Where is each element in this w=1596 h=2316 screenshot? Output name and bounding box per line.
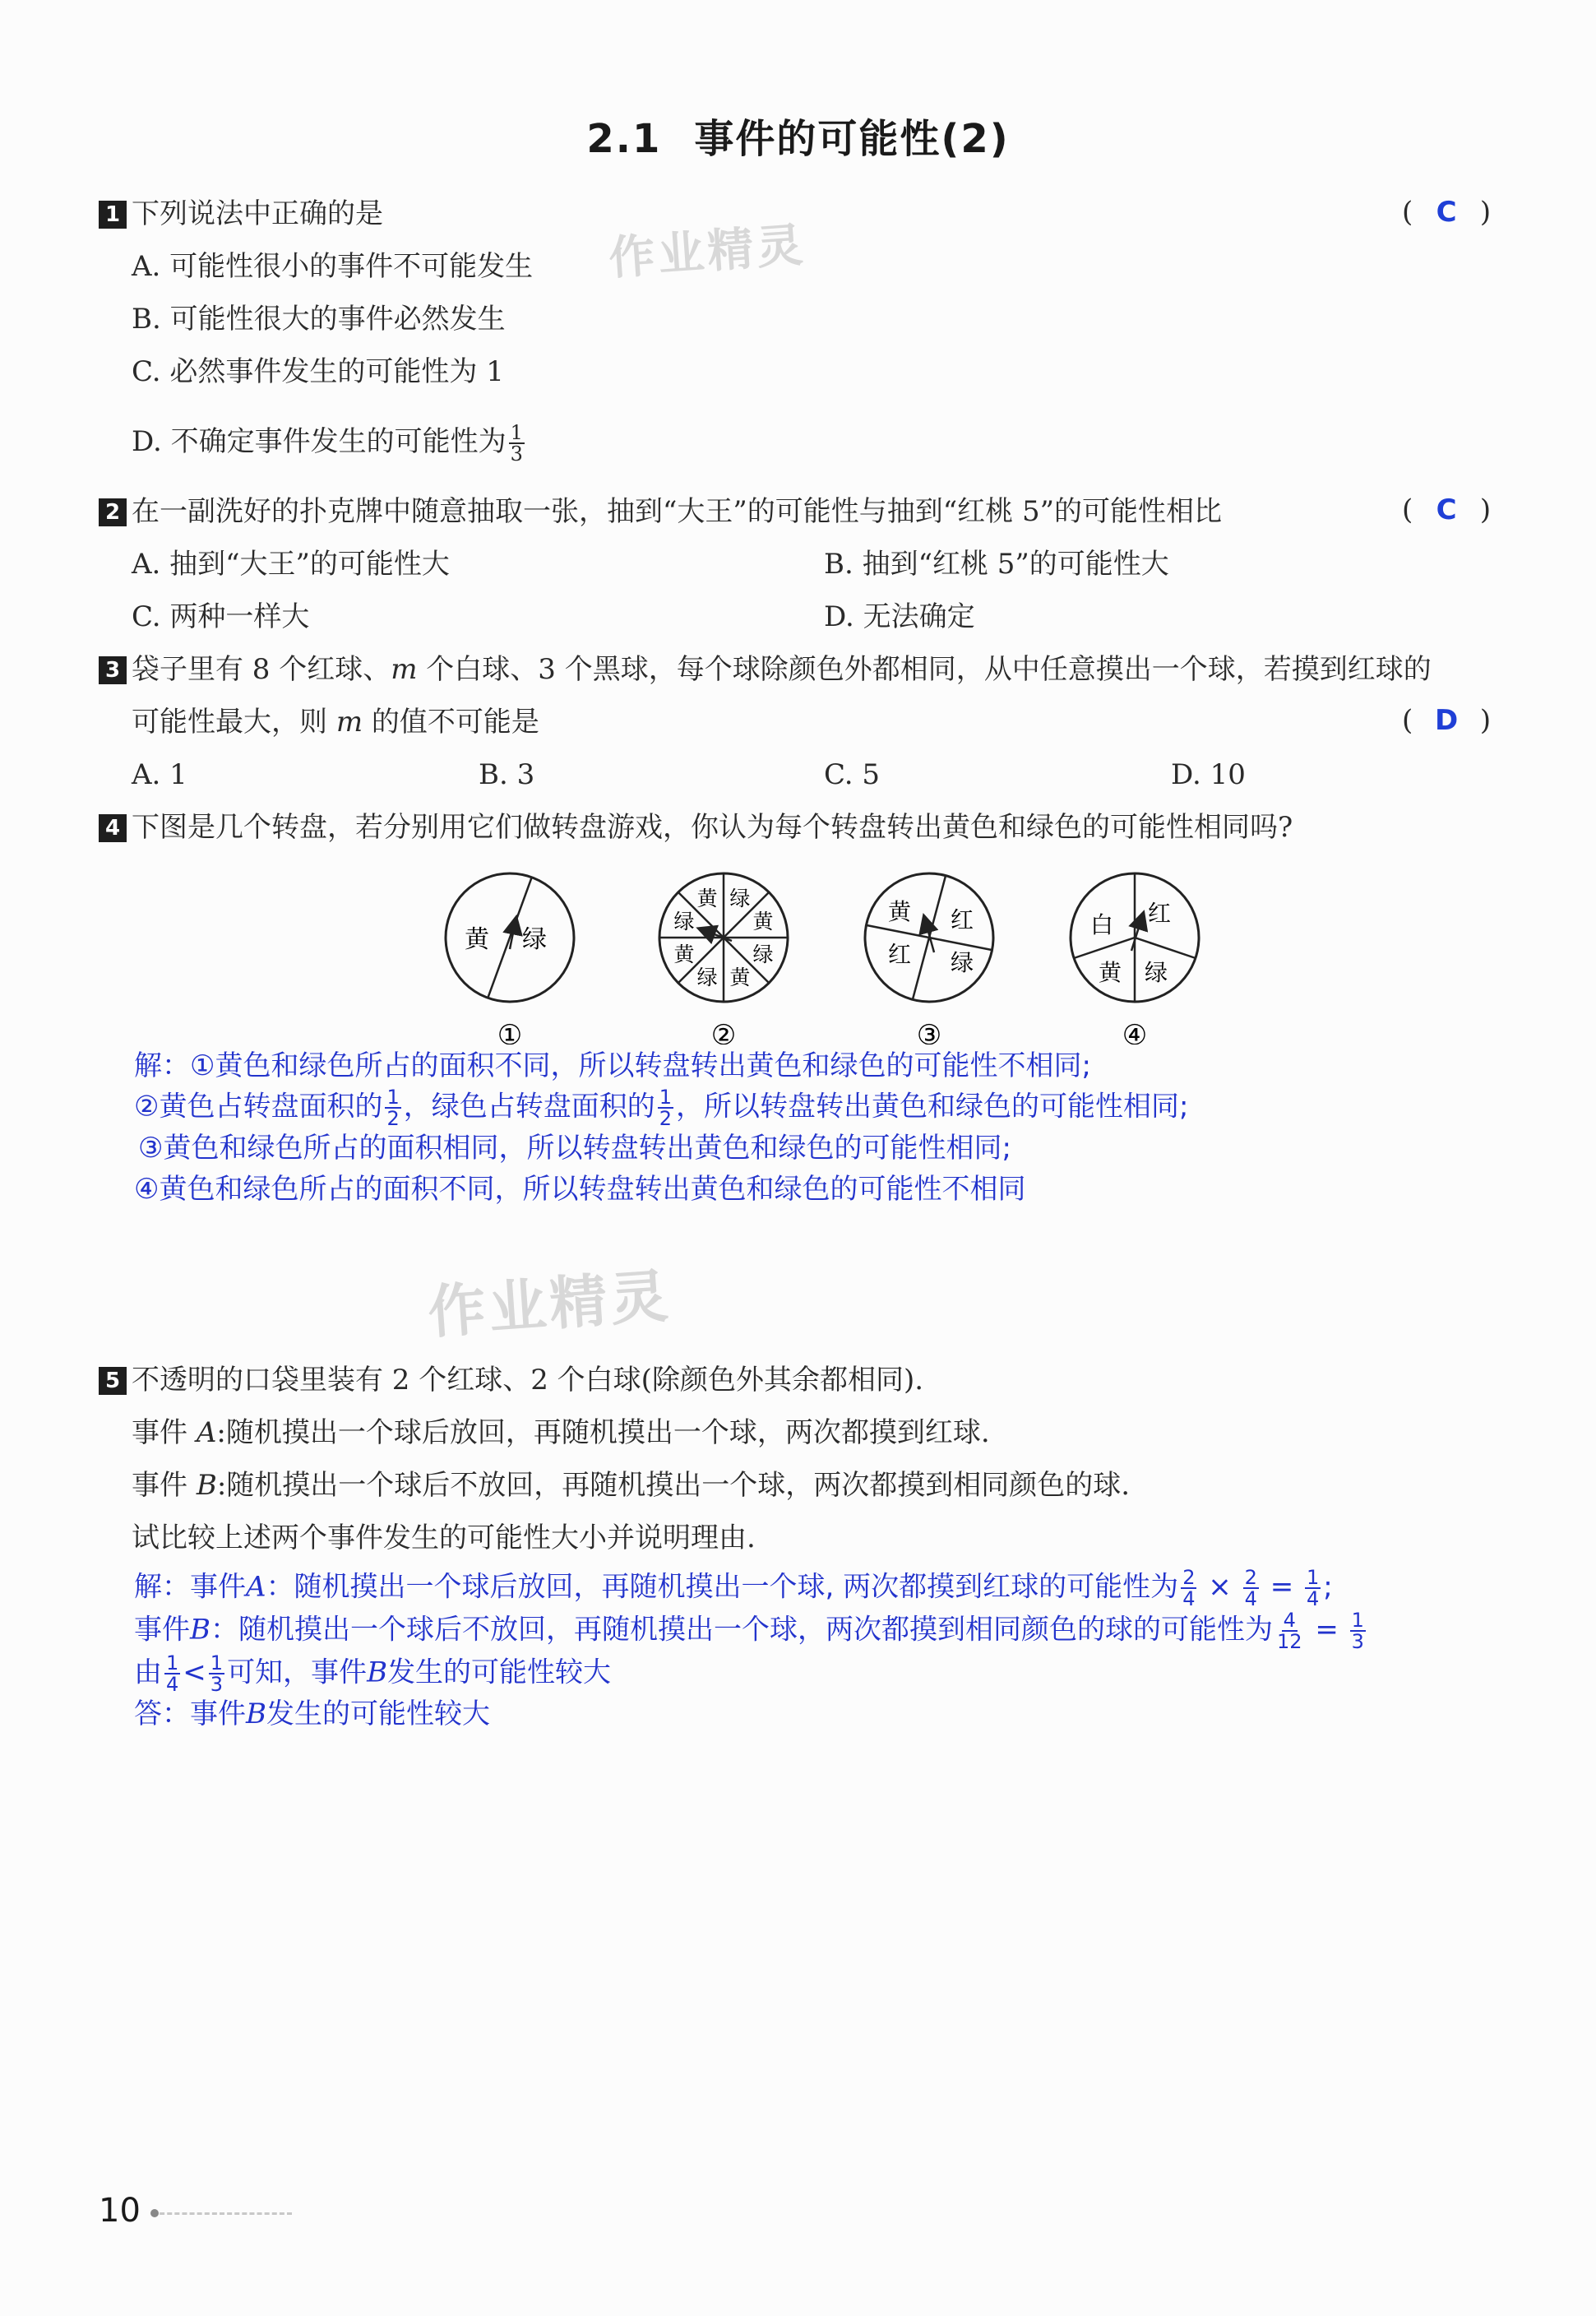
q1-number-badge: 1 <box>99 201 127 229</box>
q5-solution-line3: 由 $\frac{1}{4}$ < $\frac{1}{3}$ 可知，事件B发生的可能性较大 <box>134 1651 612 1696</box>
spinner-4-sector-label: 红 <box>1147 900 1172 927</box>
page-title: 2.1 事件的可能性(2) <box>586 116 1010 162</box>
q1-stem: 1 下列说法中正确的是 <box>99 196 383 232</box>
spinner-3-sector-label: 红 <box>887 941 912 968</box>
spinner-1-sector-label: 黄 <box>465 925 489 954</box>
spinner-2-sector-label: 绿 <box>696 966 718 989</box>
q4-solution-line2: ②黄色占转盘面积的 $\frac{1}{2}$ ，绿色占转盘面积的 $\frac{1}{2}$ ，所以转盘转出黄色和绿色的可能性相同; <box>134 1086 1189 1130</box>
spinner-3-sector-label: 黄 <box>887 898 912 925</box>
spinner-2-sector-label: 黄 <box>752 910 774 934</box>
spinner-4-sector-label: 白 <box>1089 911 1114 938</box>
fraction: $\frac{1}{3}$ <box>510 421 523 466</box>
q3-stem-line1: 3 袋子里有 8 个红球、m 个白球、3 个黑球，每个球除颜色外都相同，从中任意摸出一个球，若摸到红球的 <box>99 651 1432 688</box>
q5-solution-line2: 事件B：随机摸出一个球后不放回，再随机摸出一个球，两次都摸到相同颜色的球的可能性为 $\frac{4}{12}$ = $\frac{1}{3}$ <box>134 1609 1364 1653</box>
q3-answer: D <box>1434 704 1459 737</box>
q1-answer-paren: ( C ) <box>1402 196 1492 229</box>
spinner-3-sector-label: 红 <box>950 906 974 933</box>
page-number: 10 <box>99 2192 141 2230</box>
q2-answer-paren: ( C ) <box>1402 493 1492 526</box>
q2-answer: C <box>1436 493 1457 526</box>
q4-stem: 4 下图是几个转盘，若分别用它们做转盘游戏，你认为每个转盘转出黄色和绿色的可能性相同吗? <box>99 809 1293 845</box>
q2-number-badge: 2 <box>99 498 127 526</box>
q5-event-b: 事件 B:随机摸出一个球后不放回，再随机摸出一个球，两次都摸到相同颜色的球. <box>132 1469 1131 1502</box>
spinner-3-sector-label: 绿 <box>950 949 974 976</box>
spinner-1-label: ① <box>497 1019 523 1045</box>
q4-number-badge: 4 <box>99 814 127 842</box>
spinner-1 <box>446 873 574 1045</box>
q5-question: 试比较上述两个事件发生的可能性大小并说明理由. <box>132 1522 756 1554</box>
spinner-2 <box>659 873 788 1045</box>
q3-option-a: A. 1 <box>132 758 187 791</box>
q5-event-a: 事件 A:随机摸出一个球后放回，再随机摸出一个球，两次都摸到红球. <box>132 1416 990 1449</box>
spinner-4-sector-label: 绿 <box>1144 959 1168 986</box>
spinner-2-sector-label: 绿 <box>729 887 751 910</box>
spinner-4 <box>1071 873 1199 1045</box>
q4-solution-line3: ③黄色和绿色所占的面积相同，所以转盘转出黄色和绿色的可能性相同; <box>138 1132 1011 1165</box>
spinner-2-sector-label: 绿 <box>673 910 695 934</box>
spinner-2-label: ② <box>710 1019 737 1045</box>
spinner-4-sector-label: 黄 <box>1098 959 1122 986</box>
q5-stem: 5 不透明的口袋里装有 2 个红球、2 个白球(除颜色外其余都相同). <box>99 1362 923 1398</box>
q2-stem: 2 在一副洗好的扑克牌中随意抽取一张，抽到“大王”的可能性与抽到“红桃 5”的可能性相比 <box>99 493 1222 530</box>
spinner-2-sector-label: 黄 <box>729 966 751 989</box>
q1-option-a: A. 可能性很小的事件不可能发生 <box>132 250 534 283</box>
spinner-2-sector-label: 黄 <box>696 887 718 910</box>
q2-option-b: B. 抽到“红桃 5”的可能性大 <box>824 548 1169 581</box>
spinner-3-label: ③ <box>916 1019 942 1045</box>
spinners-figure <box>428 855 1217 1045</box>
spinner-1-sector-label: 绿 <box>522 925 547 954</box>
q4-solution-line4: ④黄色和绿色所占的面积不同，所以转盘转出黄色和绿色的可能性不相同 <box>134 1173 1026 1206</box>
q2-option-a: A. 抽到“大王”的可能性大 <box>132 548 450 581</box>
q5-solution-line1: 解：事件A：随机摸出一个球后放回，再随机摸出一个球, 两次都摸到红球的可能性为 $\frac{2}{4}$ × $\frac{2}{4}$ = $\frac{1}{4}$ ; <box>134 1566 1333 1610</box>
q3-option-d: D. 10 <box>1171 758 1246 791</box>
watermark: 作业精灵 <box>607 218 808 286</box>
q1-option-c: C. 必然事件发生的可能性为 1 <box>132 355 504 388</box>
q3-number-badge: 3 <box>99 656 127 684</box>
page-dots-decoration <box>152 2212 292 2218</box>
q5-solution-line4: 答：事件B发生的可能性较大 <box>134 1698 490 1730</box>
q4-solution-line1: 解：①黄色和绿色所占的面积不同，所以转盘转出黄色和绿色的可能性不相同; <box>134 1049 1091 1082</box>
q3-option-b: B. 3 <box>479 758 535 791</box>
q3-option-c: C. 5 <box>824 758 881 791</box>
q1-option-d: D. 不确定事件发生的可能性为 $\frac{1}{3}$ <box>132 421 523 466</box>
q5-number-badge: 5 <box>99 1367 127 1395</box>
q2-option-c: C. 两种一样大 <box>132 600 310 633</box>
pointer-icon <box>1131 919 1141 951</box>
spinner-4-label: ④ <box>1122 1019 1148 1045</box>
q3-answer-paren: ( D ) <box>1402 704 1492 737</box>
spinner-3 <box>865 873 993 1045</box>
watermark: 作业精灵 <box>425 1262 673 1347</box>
q1-answer: C <box>1436 196 1457 229</box>
q1-option-b: B. 可能性很大的事件必然发生 <box>132 303 506 336</box>
q3-stem-line2: 可能性最大，则 m 的值不可能是 <box>132 706 539 739</box>
spinner-2-sector-label: 黄 <box>673 942 695 966</box>
q2-option-d: D. 无法确定 <box>824 600 975 633</box>
spinner-2-sector-label: 绿 <box>752 942 774 966</box>
